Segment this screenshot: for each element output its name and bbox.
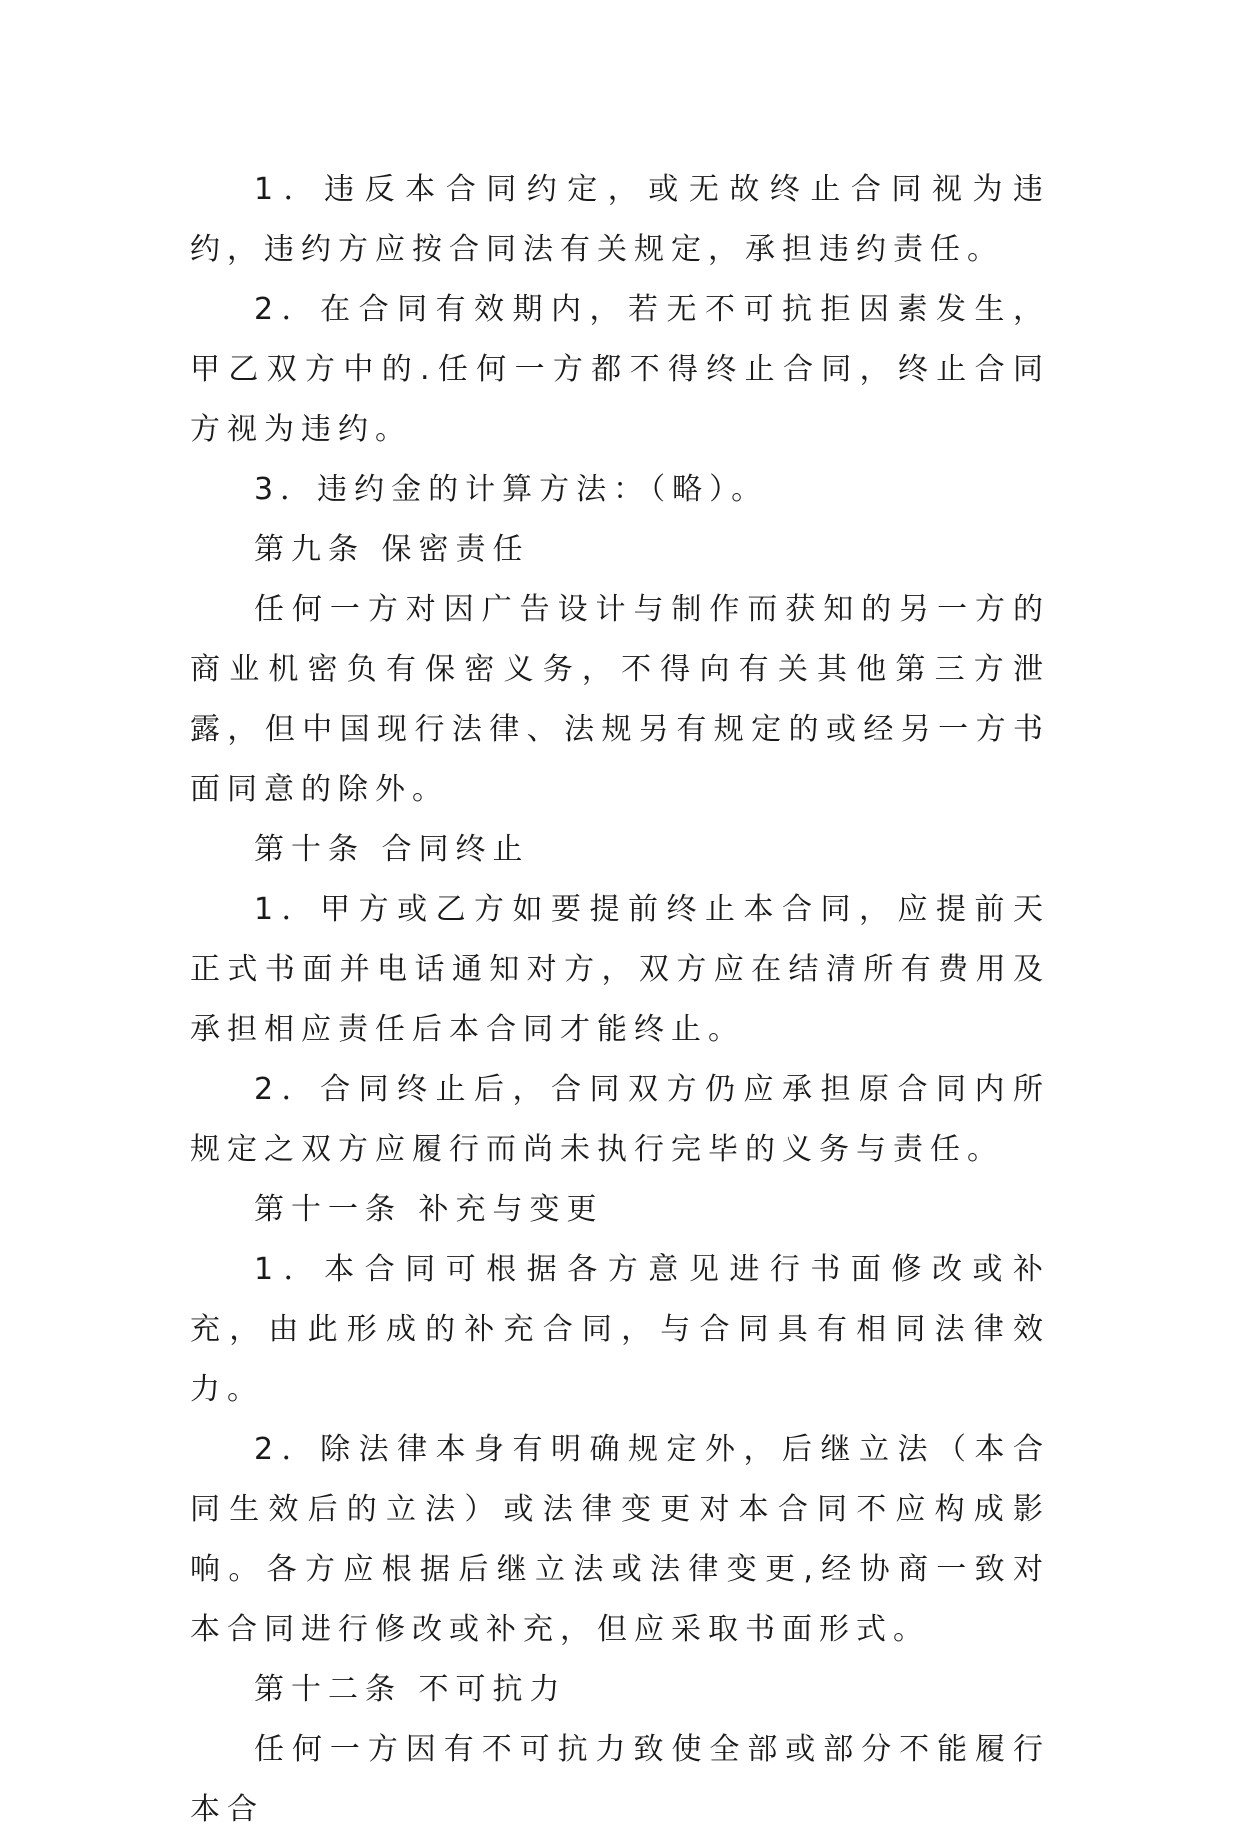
- article-10-clause-1: 1．甲方或乙方如要提前终止本合同，应提前天正式书面并电话通知对方，双方应在结清所有费用及承担相应责任后本合同才能终止。: [190, 892, 1050, 1047]
- clause-breach-2: 2．在合同有效期内，若无不可抗拒因素发生，甲乙双方中的.任何一方都不得终止合同，终止合同方视为违约。: [190, 292, 1050, 447]
- article-12-text: 任何一方因有不可抗力致使全部或部分不能履行本合: [190, 1732, 1050, 1827]
- article-11-heading: 第十一条 补充与变更: [254, 1192, 604, 1227]
- article-9-heading: 第九条 保密责任: [254, 532, 530, 567]
- article-11-clause-1: 1．本合同可根据各方意见进行书面修改或补充，由此形成的补充合同，与合同具有相同法律效力。: [190, 1252, 1050, 1407]
- article-12-heading: 第十二条 不可抗力: [254, 1672, 567, 1707]
- clause-breach-1: 1．违反本合同约定，或无故终止合同视为违约，违约方应按合同法有关规定，承担违约责任。: [190, 172, 1050, 267]
- article-9-text: 任何一方对因广告设计与制作而获知的另一方的商业机密负有保密义务，不得向有关其他第三方泄露，但中国现行法律、法规另有规定的或经另一方书面同意的除外。: [190, 592, 1050, 807]
- contract-body: [190, 160, 1050, 1840]
- article-10-clause-2: 2．合同终止后，合同双方仍应承担原合同内所规定之双方应履行而尚未执行完毕的义务与责任。: [190, 1072, 1050, 1167]
- clause-breach-3: 3．违约金的计算方法：（略）。: [254, 472, 769, 507]
- article-10-heading: 第十条 合同终止: [254, 832, 530, 867]
- article-11-clause-2: 2．除法律本身有明确规定外，后继立法（本合同生效后的立法）或法律变更对本合同不应构成影响。各方应根据后继立法或法律变更,经协商一致对本合同进行修改或补充，但应采取书面形式。: [190, 1432, 1050, 1647]
